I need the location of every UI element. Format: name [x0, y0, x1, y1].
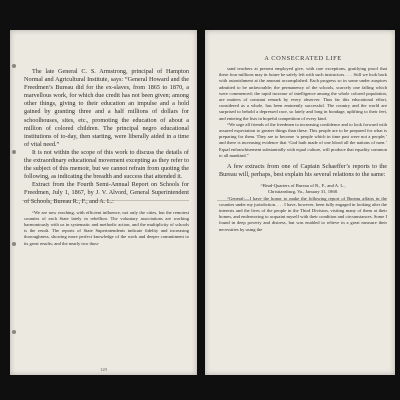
dateline-1: “Head-Quarters of Bureau of R., F., and A. L., [260, 183, 346, 189]
right-quote-1: sand teachers at present employed give, with rare exceptions, gratifying proof that these four millions may in future be safely left with such instructors. . . . Still we look back with astonishment at the amount accomplished. Each progress so in some under auspices admitted to be unfavorable; the permanency of the schools, scarcely one falling which were commenced; the rapid increase of intelligence among the whole colored population, are matters of constant remark by every observer. Thus far this educational effort, considered as a whole, has been eminently successful. The country and the world are surprised to behold a depressed race, so lately and long in bondage, uplifting to their feet, and entering the lists in hopeful competition of every kind. [219, 66, 387, 121]
left-paragraph-1: The late General C. S. Armstrong, principal of Hampton Normal and Agricultural Institute, says: “General Howard and the Freedmen’s Bureau did for the ex-slaves, from 1865 to 1870, a marvellous work, for which due credit has not been given; among other things, giving to their education an impulse and a hold gained by granting three and a half millions of dollars for schoolhouses, sites, etc., promoting the education of about a million of colored children. The principal negro educational institutions of to-day, then starting, were liberally aided in a time of vital need.” [24, 68, 189, 148]
left-quote-small: “We are now reaching, with efficient influence, not only the cities, but the remotest counties of each State lately in rebellion. The voluntary associations are working harmoniously with us in systematic and methodic action, and the multiplicity of schools is the result. The reports of State Superintendents indicate fidelity and increasing thoroughness, showing more perfect knowledge of the work and deeper commitment to its great results; and the nearly two thou- [24, 209, 189, 246]
page-number-left: 129 [100, 367, 107, 372]
binding-holes [10, 30, 18, 375]
left-page [10, 30, 197, 375]
left-paragraph-2: It is not within the scope of this work to discuss the details of the extraordinary educational movement excepting as they refer to the subject of this memoir, but we cannot refrain from quoting the following, as indicating the breadth and success that attended it. [24, 148, 189, 181]
right-page [205, 30, 395, 375]
fold-line [22, 200, 189, 201]
fold-line-right [217, 200, 387, 201]
right-quote-3: “General:—I have the honor to make the following report of Bureau affairs in the counties under my jurisdiction. . . . I have, however, been fully engaged in looking after the interests and the lives of the people in the Third Division, visiting many of them at their homes, and endeavoring to acquaint myself with their condition and circumstances. Some I found in deep poverty and distress, but was enabled to relieve in a great measure their necessities by using the [219, 195, 387, 232]
running-heading: A CONSECRATED LIFE [264, 55, 342, 62]
right-quote-2: “We urge all friends of the freedmen to increasing confidence and to look forward with assured expectation to greater things than these. This people are to be prepared for what is preparing for them. They are to become ‘a people which in time past were not a people;’ and there is increasing evidence that ‘God hath made of one blood all the nations of men.’ Equal enfranchisement substantially with equal culture, will produce that equality common to all mankind.” [219, 121, 388, 158]
right-paragraph: A few extracts from one of Captain Schaeffer’s reports to the Bureau will, perhaps, best explain his several relations to the same: [219, 163, 387, 179]
left-paragraph-3: Extract from the Fourth Semi-Annual Report on Schools for Freedmen, July 1, 1867, by J. V. Alvord, General Superintendent of Schools, Bureau R., F., and A. L.: [24, 181, 189, 205]
dateline-2: Christiansburg, Va., January 31, 1868. [267, 189, 339, 195]
